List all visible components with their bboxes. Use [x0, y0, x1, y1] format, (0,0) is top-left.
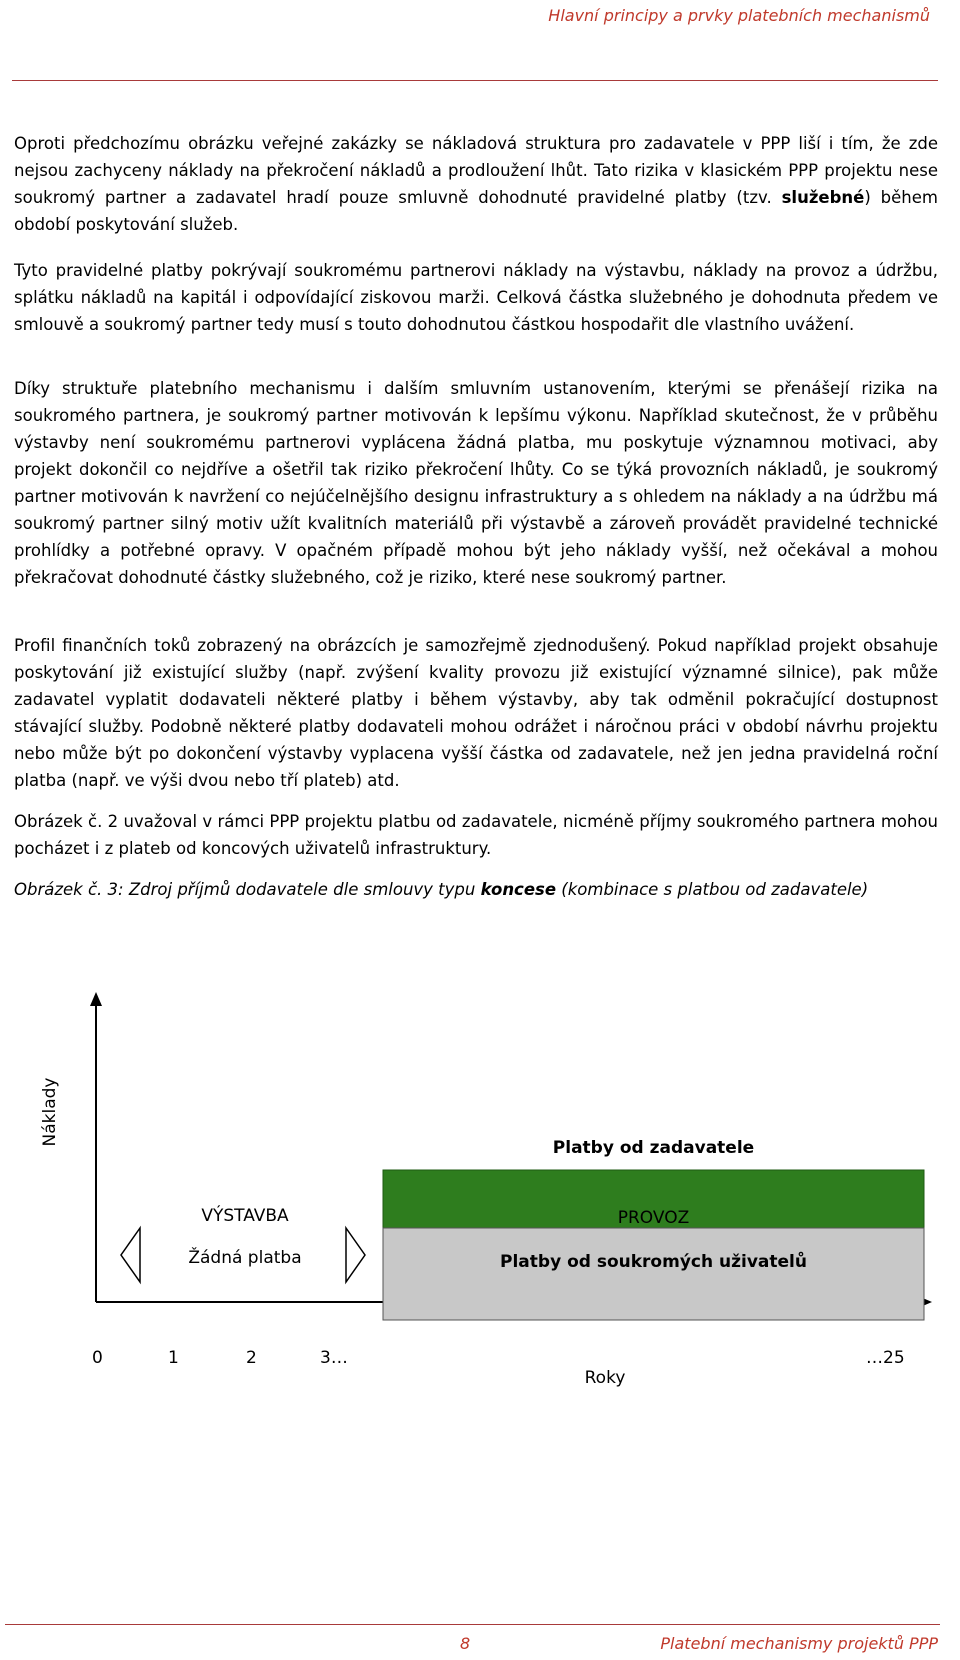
construction-label: VÝSTAVBA	[201, 1206, 289, 1226]
caption-text-end: (kombinace s platbou od zadavatele)	[556, 880, 869, 899]
paragraph-1	[14, 130, 938, 238]
public-payments-label: Platby od zadavatele	[552, 1138, 755, 1158]
construction-start-bracket-icon	[121, 1228, 140, 1282]
private-payments-block	[383, 1228, 924, 1320]
paragraph-3: Díky struktuře platebního mechanismu i dalším smluvním ustanovením, kterými se přenášejí rizika na soukromého partnera, je soukromý partner motivován k lepšímu výkonu. Například skutečnost, že v průběhu výstavby není soukromému partnerovi vyplácena žádná platba, mu poskytuje významnou motivaci, aby projekt dokončil co nejdříve a ošetřil tak riziko překročení lhůty. Co se týká provozních nákladů, je soukromý partner motivován k navržení co nejúčelnějšího designu infrastruktury a s ohledem na náklady a na údržbu má soukromý partner silný motiv užít kvalitních materiálů při výstavbě a zároveň provádět pravidelné technické prohlídky a potřebné opravy. V opačném případě mohou být jeho náklady vyšší, než očekával a mohou překračovat dohodnuté částky služebného, což je riziko, které nese soukromý partner.	[14, 379, 938, 587]
no-payment-label: Žádná platba	[188, 1248, 302, 1268]
paragraph-4: Profil finančních toků zobrazený na obrázcích je samozřejmě zjednodušený. Pokud například projekt obsahuje poskytování již existující služby (např. zvýšení kvality provozu již existující významné silnice), pak může zadavatel vyplatit dodavateli některé platby i během výstavby, aby tak odměnil pokračující dostupnost stávající služby. Podobně některé platby dodavateli mohou odrážet i náročnou práci v období návrhu projektu nebo může být po dokončení výstavby vyplacena vyšší částka od zadavatele, než jen jedna pravidelná roční platba (např. ve výši dvou nebo tří plateb) atd.	[14, 636, 938, 790]
x-axis-label: Roky	[584, 1368, 626, 1388]
paragraph-5: Obrázek č. 2 uvažoval v rámci PPP projektu platbu od zadavatele, nicméně příjmy soukromého partnera mohou pocházet i z plateb od koncových uživatelů infrastruktury.	[14, 812, 938, 858]
caption-term-koncese: koncese	[480, 880, 557, 899]
running-header-title: Hlavní principy a prvky platebních mechanismů	[548, 6, 930, 25]
x-tick-label: …25	[866, 1348, 905, 1368]
header-divider	[12, 80, 938, 81]
diagram-graphics	[0, 940, 960, 1400]
construction-end-bracket-icon	[346, 1228, 365, 1282]
x-tick-label: 2	[246, 1348, 257, 1368]
figure-caption	[14, 876, 938, 903]
revenue-diagram	[0, 940, 960, 1400]
term-sluzebne: služebné	[781, 188, 865, 207]
paragraph-1-text: Oproti předchozímu obrázku veřejné zakázky se nákladová struktura pro zadavatele v PPP liší i tím, že zde nejsou zachyceny náklady na překročení nákladů a prodloužení lhůt. Tato rizika v klasickém PPP projektu nese soukromý partner a zadavatel hradí pouze smluvně dohodnuté pravidelné platby (tzv.	[14, 134, 938, 207]
x-tick-label: 1	[168, 1348, 179, 1368]
page-number: 8	[460, 1634, 471, 1653]
paragraph-2: Tyto pravidelné platby pokrývají soukromému partnerovi náklady na výstavbu, náklady na provoz a údržbu, splátku nákladů na kapitál i odpovídající ziskovou marži. Celková částka služebného je dohodnuta předem ve smlouvě a soukromý partner tedy musí s touto dohodnutou částkou hospodařit dle vlastního uvážení.	[14, 261, 938, 334]
y-axis-label: Náklady	[40, 1077, 60, 1147]
x-tick-label: 0	[92, 1348, 103, 1368]
footer-divider	[5, 1624, 940, 1625]
caption-text: Obrázek č. 3: Zdroj příjmů dodavatele dle smlouvy typu	[14, 880, 481, 899]
y-axis-arrow-icon	[90, 992, 102, 1006]
operation-label: PROVOZ	[617, 1208, 690, 1228]
running-footer-title: Platební mechanismy projektů PPP	[660, 1634, 938, 1653]
private-payments-label: Platby od soukromých uživatelů	[500, 1252, 807, 1272]
x-tick-label: 3…	[320, 1348, 348, 1368]
paragraph-1-text-end: ) během období poskytování služeb.	[14, 188, 938, 234]
